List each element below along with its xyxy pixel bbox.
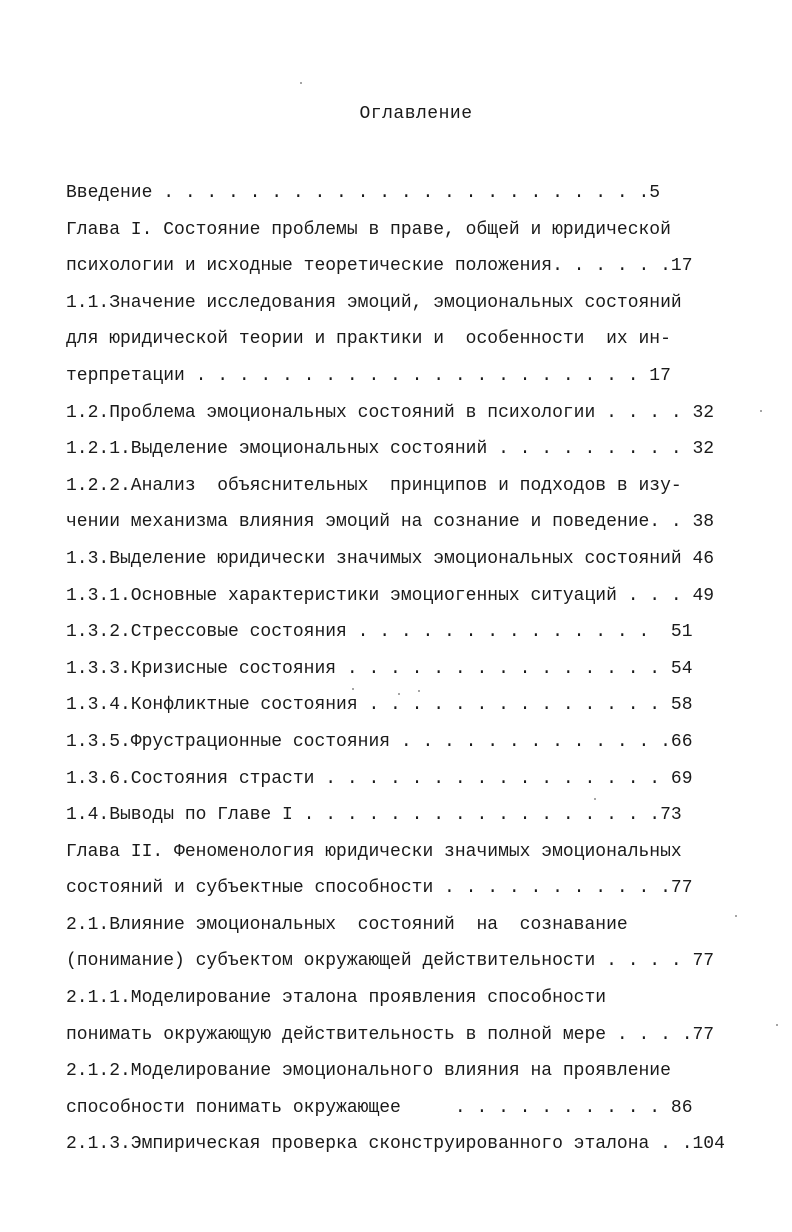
toc-line: 1.3.4.Конфликтные состояния . . . . . . . . . . . . . . 58 (66, 695, 693, 716)
toc-line: (понимание) субъектом окружающей действительности . . . . 77 (66, 951, 715, 972)
toc-line: состояний и субъектные способности . . . . . . . . . . .77 (66, 878, 693, 899)
scan-speck (398, 693, 400, 695)
toc-line: понимать окружающую действительность в полной мере . . . .77 (66, 1024, 715, 1045)
toc-line: 1.3.3.Кризисные состояния . . . . . . . . . . . . . . . 54 (66, 658, 693, 679)
toc-line: терпретации . . . . . . . . . . . . . . . . . . . . . 17 (66, 365, 671, 386)
toc-line: 1.2.1.Выделение эмоциональных состояний . . . . . . . . . 32 (66, 439, 715, 460)
toc-line: Глава I. Состояние проблемы в праве, общей и юридической (66, 219, 671, 240)
toc-line: способности понимать окружающее . . . . . . . . . . 86 (66, 1097, 693, 1118)
toc-line: 2.1.2.Моделирование эмоционального влияния на проявление (66, 1061, 671, 1082)
toc-line: 1.2.2.Анализ объяснительных принципов и подходов в изу- (66, 475, 682, 496)
toc-line: для юридической теории и практики и особенности их ин- (66, 329, 671, 350)
toc-line: 1.4.Выводы по Главе I . . . . . . . . . . . . . . . . .73 (66, 805, 682, 826)
toc-line: 2.1.3.Эмпирическая проверка сконструированного эталона . .104 (66, 1134, 725, 1155)
toc-line: 2.1.1.Моделирование эталона проявления способности (66, 988, 607, 1009)
scan-speck (352, 688, 354, 690)
scan-speck (735, 915, 737, 917)
toc-line: Введение . . . . . . . . . . . . . . . . . . . . . . .5 (66, 183, 661, 203)
toc-line: 1.2.Проблема эмоциональных состояний в психологии . . . . 32 (66, 402, 715, 423)
toc-line: Глава II. Феноменология юридически значимых эмоциональных (66, 841, 682, 862)
toc-line: 1.3.5.Фрустрационные состояния . . . . . . . . . . . . .66 (66, 731, 693, 752)
toc-line: 1.1.Значение исследования эмоций, эмоциональных состояний (66, 292, 682, 313)
toc-line: 1.3.6.Состояния страсти . . . . . . . . . . . . . . . . 69 (66, 768, 693, 789)
toc-line: 1.3.1.Основные характеристики эмоциогенных ситуаций . . . 49 (66, 585, 715, 606)
scan-speck (776, 1024, 778, 1026)
scan-speck (418, 690, 420, 692)
toc-title: Оглавление (359, 104, 473, 124)
toc-line: чении механизма влияния эмоций на сознание и поведение. . 38 (66, 512, 715, 533)
toc-line: 2.1.Влияние эмоциональных состояний на сознавание (66, 914, 628, 935)
toc-list (66, 175, 746, 1163)
scan-speck (300, 82, 302, 84)
scan-speck (594, 798, 596, 800)
scan-speck (760, 410, 762, 412)
toc-line: 1.3.Выделение юридически значимых эмоциональных состояний 46 (66, 548, 715, 569)
toc-line: психологии и исходные теоретические положения. . . . . .17 (66, 256, 693, 277)
toc-line: 1.3.2.Стрессовые состояния . . . . . . . . . . . . . . 51 (66, 622, 693, 643)
